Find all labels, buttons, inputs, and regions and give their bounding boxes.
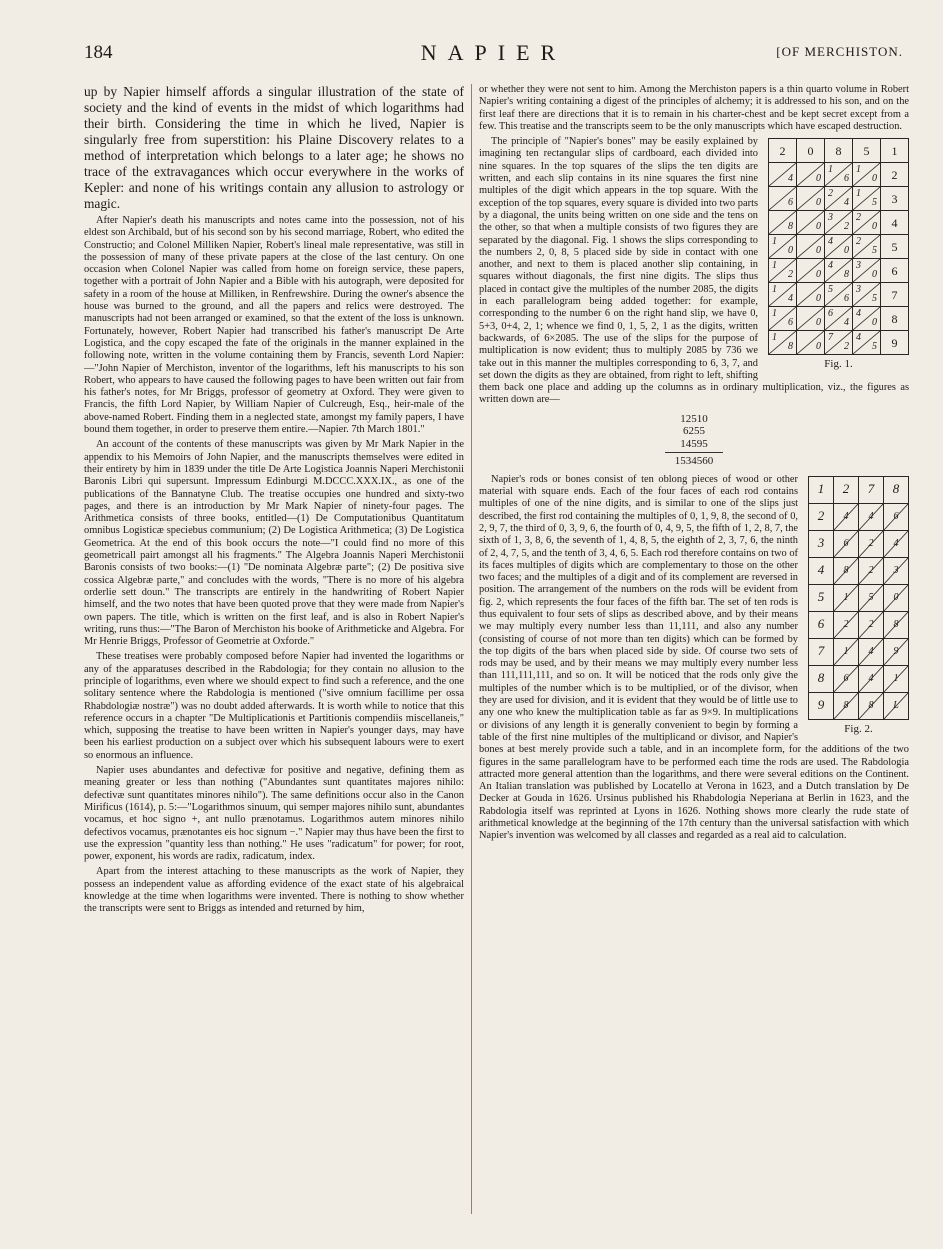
slip-cell — [853, 307, 881, 331]
multiplier-digit: 6 — [881, 259, 909, 283]
slip-top-digit: 1 — [881, 139, 909, 163]
slip-cell — [797, 211, 825, 235]
rod-cell — [859, 503, 884, 530]
slip-cell — [853, 283, 881, 307]
rod-digit: L — [893, 700, 899, 712]
slip-cell — [769, 307, 797, 331]
rod-digit: 1 — [843, 592, 849, 604]
rod-digit: 6 — [893, 511, 899, 523]
paragraph: These treatises were probably composed before Napier had invented the logarithms or any of the apparatuses described in the Rabdologia; for they contain no allusion to the principle of logarithms, even where we should expect to find such a reference, and the one solitary sentence where the Rabdologia is mentioned ("sive omnium facillime per ossa Rhabdologiæ nostræ") was no doubt added afterwards. It is worth while to notice that this reference occurs in a chapter "De Multiplicationis et Partitionis compendiis miscellaneis," which, supposing the treatise to have been written in Napier's younger days, may have been his earliest production on a subject over which his subsequent labours were to exert so enormous an influence. — [84, 651, 464, 761]
page-number: 184 — [84, 42, 113, 63]
tens-digit: 1 — [772, 284, 777, 296]
rod-cell — [809, 638, 834, 665]
rod-digit: 2 — [817, 508, 825, 524]
slip-cell — [797, 163, 825, 187]
slip-cell — [797, 307, 825, 331]
slip-cell — [825, 235, 853, 259]
figure-caption: Fig. 1. — [824, 358, 853, 371]
units-digit: 6 — [788, 196, 793, 208]
rod-digit: 8 — [868, 700, 874, 712]
rod-digit: 4 — [868, 511, 874, 523]
rod-cell — [834, 476, 859, 503]
tens-digit: 1 — [772, 308, 777, 320]
page-title: NAPIER — [420, 40, 567, 65]
rod-digit: 2 — [842, 481, 850, 497]
mult-line: 6255 — [683, 425, 705, 438]
tens-digit: 4 — [828, 236, 833, 248]
units-digit: 0 — [816, 292, 821, 304]
units-digit: 0 — [816, 172, 821, 184]
rod-cell — [834, 611, 859, 638]
right-column — [479, 84, 909, 846]
units-digit: 2 — [844, 340, 849, 352]
rod-digit: 8 — [843, 700, 849, 712]
multiplication-figures — [479, 413, 909, 468]
tens-digit: 4 — [856, 308, 861, 320]
rod-digit: 5 — [817, 589, 825, 605]
tens-digit: 1 — [856, 164, 861, 176]
units-digit: 6 — [844, 172, 849, 184]
rod-cell — [834, 584, 859, 611]
rod-digit: 2 — [868, 619, 874, 631]
units-digit: 5 — [872, 196, 877, 208]
units-digit: 8 — [788, 220, 793, 232]
slip-cell — [769, 283, 797, 307]
rod-cell — [884, 638, 909, 665]
slip-cell — [769, 211, 797, 235]
slip-top-digit: 2 — [769, 139, 797, 163]
paragraph: An account of the contents of these manuscripts was given by Mr Mark Napier in the appendix to his Memoirs of John Napier, and the manuscripts themselves were edited in their entirety by him in 1839 under the title De Arte Logistica Joannis Naperi Merchistonii Baronis Libri qui supersunt. Impressum Edinburgi M.DCCC.XXX.IX., as one of the publications of the Bannatyne Club. The treatise occupies one hundred and sixty-two pages, and there is an introduction by Mr Mark Napier of ninety-four pages. The Arithmetica consists of three books, entitled—(1) De Computationibus Quantitatum omnibus Logisticæ speciebus communium; (2) De Logistica Arithmetica; (3) De Logistica Geometrica. At the end of this book occurs the note—"I could find no more of this geometricall pairt amongst all his fragments." The Algebra Joannis Naperi Merchistonii Baronis consists of two books:—(1) "De nominata Algebræ parte"; (2) De positiva sive cossica Algebræ parte," and concludes with the words, "There is no more of his algebra orderlie sett doun." The transcripts are entirely in the handwriting of Robert Napier himself, and the two notes that have been quoted prove that they were made from Napier's own papers. The title, which is written on the first leaf, and is also in Robert Napier's writing, runs thus:—"The Baron of Merchiston his booke of Arithmeticke and Algebra. For Mr Henrie Briggs, Professor of Geometrie at Oxforde." — [84, 439, 464, 648]
tens-digit: 2 — [828, 188, 833, 200]
rod-digit: 4 — [893, 538, 899, 550]
rod-cell — [859, 638, 884, 665]
figure-1 — [768, 138, 909, 370]
rod-digit: 2 — [843, 619, 849, 631]
units-digit: 4 — [788, 172, 793, 184]
units-digit: 0 — [816, 316, 821, 328]
rod-cell — [884, 530, 909, 557]
rod-cell — [834, 665, 859, 692]
rod-digit: 4 — [817, 562, 825, 578]
units-digit: 0 — [872, 316, 877, 328]
paragraph: Apart from the interest attaching to these manuscripts as the work of Napier, they possess an independent value as affording evidence of the exact state of his algebraical knowledge at the time when logarithms were invented. There is nothing to show whether the transcripts were sent to Briggs as intended and returned by him, — [84, 866, 464, 915]
slip-cell — [797, 235, 825, 259]
tens-digit: 1 — [828, 164, 833, 176]
rod-digit: 2 — [868, 565, 874, 577]
rod-cell — [859, 611, 884, 638]
multiplier-digit: 4 — [881, 211, 909, 235]
paragraph: Napier's rods or bones consist of ten oblong pieces of wood or other material with square ends. Each of the four faces of each rod contains multiples of one of the nine digits, and is similar to one of the slips just described, the first rod containing the multiples of 0, 1, 9, 8, the second of 0, 2, 9, 7, the third of 0, 3, 9, 6, the fourth of 0, 4, 9, 5, the fifth of 1, 2, 8, 7, the sixth of 1, 3, 8, 6, the seventh of 1, 4, 8, 5, the eighth of 2, 3, 7, 6, the ninth of 2, 4, 7, 5, and the tenth of 3, 4, 6, 5. Each rod therefore contains on two of its faces multiples of digits which are complementary to those on the other two faces; and the multiples of a digit and of its complement are reversed in position. The arrangement of the numbers on the rods will be evident from fig. 2, which represents the four faces of the fifth bar. The set of ten rods is thus equivalent to four sets of slips as described above, and by their means we may multiply every number less than 11,111, and also any number (consisting of course of not more than ten digits) which can be formed by the top digits of the bars when placed side by side. Of course two sets of rods may be used, and by their means we may multiply every number less than 111,111,111, and so on. It will be noticed that the rods only give the multiples of the number which is to be multiplied, or of the divisor, when they are used for division, and it is evident that they would be of little use to any one who knew the multiplication table as far as 9×9. In multiplications or divisions of any length it is generally convenient to begin by forming a table of the first nine multiples of the multiplicand or divisor, and Napier's bones at best merely provide such a table, and in an incomplete form, for the additions of the two figures in the same parallelogram have to be performed each time the rods are used. The Rabdologia attracted more general attention than the logarithms, and there were several editions on the Continent. An Italian translation was published by Locatello at Verona in 1623, and a Dutch translation by De Decker at Gouda in 1626. Ursinus published his Rhabdologia Neperiana at Berlin in 1623, and the Rabdologia itself was reprinted at Lyons in 1626. Nothing shows more clearly the rude state of arithmetical knowledge at the beginning of the 17th century than the universal satisfaction with which Napier's invention was welcomed by all classes and regarded as a real aid to calculation. — [479, 473, 909, 842]
rod-cell — [834, 530, 859, 557]
rod-digit: 0 — [893, 592, 899, 604]
left-column — [84, 84, 464, 919]
units-digit: 0 — [872, 220, 877, 232]
units-digit: 4 — [844, 196, 849, 208]
rod-digit: 6 — [843, 538, 849, 550]
slip-cell — [797, 283, 825, 307]
tens-digit: 3 — [856, 284, 861, 296]
rod-digit: 1 — [893, 673, 899, 685]
units-digit: 0 — [816, 244, 821, 256]
napier-slips-table — [768, 138, 909, 355]
rod-digit: 8 — [817, 670, 825, 686]
slip-cell — [769, 259, 797, 283]
units-digit: 8 — [788, 340, 793, 352]
rod-cell — [809, 557, 834, 584]
tens-digit: 2 — [856, 236, 861, 248]
rod-digit: 8 — [892, 481, 900, 497]
units-digit: 5 — [872, 292, 877, 304]
rod-digit: 4 — [843, 511, 849, 523]
units-digit: 2 — [788, 268, 793, 280]
slip-cell — [769, 163, 797, 187]
slip-cell — [825, 163, 853, 187]
slip-cell — [825, 283, 853, 307]
multiplier-digit: 8 — [881, 307, 909, 331]
rod-digit: 3 — [893, 565, 899, 577]
multiplier-digit: 5 — [881, 235, 909, 259]
rod-cell — [859, 692, 884, 719]
rod-digit: 6 — [843, 673, 849, 685]
units-digit: 0 — [844, 244, 849, 256]
rod-cell — [809, 584, 834, 611]
slip-top-digit: 5 — [853, 139, 881, 163]
units-digit: 6 — [788, 316, 793, 328]
slip-top-digit: 0 — [797, 139, 825, 163]
section-marker: [OF MERCHISTON. — [776, 44, 903, 59]
tens-digit: 3 — [828, 212, 833, 224]
rod-digit: 7 — [817, 643, 825, 659]
tens-digit: 1 — [772, 260, 777, 272]
slip-cell — [853, 259, 881, 283]
rod-cell — [834, 692, 859, 719]
slip-cell — [825, 187, 853, 211]
slip-cell — [797, 259, 825, 283]
rod-cell — [884, 557, 909, 584]
rod-cell — [884, 503, 909, 530]
paragraph: After Napier's death his manuscripts and notes came into the possession, not of his eldest son Archibald, but of his second son by his second marriage, Robert, who edited the Constructio; and Colonel Milliken Napier, Robert's lineal male representative, was still in the possession of many of these private papers at the close of the last century. On one occasion when Colonel Napier was called from home on foreign service, these papers, together with a portrait of John Napier and a Bible with his autograph, were deposited for safety in a room of the house at Milliken, in Renfrewshire. During the owner's absence the house was burned to the ground, and all the papers and relics were destroyed. The manuscripts had not been arranged or examined, so that the extent of the loss is unknown. Fortunately, however, Robert Napier had transcribed his father's manuscript De Arte Logistica, and the copy escaped the fate of the originals in the manner explained in the following note, written in the volume containing them by Francis, seventh Lord Napier:—"John Napier of Merchiston, inventor of the logarithms, left his manuscripts to his son Robert, who appears to have caused the following pages to have been written out fair from his father's notes, for Mr Briggs, professor of geometry at Oxford. They were given to Francis, the fifth Lord Napier, by William Napier of Culcreugh, Esq., heir-male of the above-named Robert. Finding them in a neglected state, amongst my family papers, I have bound them together, in order to preserve them entire.—Napier. 7th March 1801." — [84, 215, 464, 436]
slip-cell — [853, 235, 881, 259]
rod-digit: 4 — [868, 673, 874, 685]
units-digit: 8 — [844, 268, 849, 280]
slip-cell — [825, 211, 853, 235]
rod-cell — [884, 476, 909, 503]
rod-cell — [884, 584, 909, 611]
units-digit: 0 — [788, 244, 793, 256]
rod-cell — [884, 692, 909, 719]
paragraph: Napier uses abundantes and defectivæ for positive and negative, defining them as meaning greater or less than nothing ("Abundantes sunt quantitates majores nihilo: defectivæ sunt quantitates minores nihilo"). The same definitions occur also in the Canon Mirificus (1614), p. 5:—"Logarithmos sinuum, qui semper majores nihilo sunt, abundantes vocamus, et hoc signo +, ant nullo prænotamus. Logarithmos autem minores nihilo defectivos vocamus, prænotantes eis hoc signum −." Napier may thus have been the first to use the expression "quantity less than nothing." He uses "radicatum" for power; for root, power, exponent, his words are radix, radicatum, index. — [84, 765, 464, 863]
rod-cell — [809, 503, 834, 530]
running-header — [84, 42, 903, 72]
slip-cell — [825, 331, 853, 355]
rod-digit: 3 — [817, 535, 825, 551]
paragraph: The principle of "Napier's bones" may be easily explained by imagining ten rectangular slips of cardboard, each divided into nine squares. In the top squares of the slips the ten digits are written, and each slip contains in its nine squares the first nine multiples of the digit which appears in the top square. With the exception of the top squares, every square is divided into two parts by a diagonal, the units being written on one side and the tens on the other, so that when a multiple consists of two figures they are separated by the diagonal. Fig. 1 shows the slips corresponding to the numbers 2, 0, 8, 5 placed side by side in contact with one another, and next to them is placed another slip containing, in squares without diagonals, the first nine digits. The slips thus placed in contact give the multiples of the number 2085, the digits in each parallelogram being added together: for example, corresponding to the number 6 on the right hand slip, we have 0, 5+3, 0+4, 2, 1; whence we find 0, 1, 5, 2, 1 as the digits, written backwards, of 6×2085. The use of the slips for the purpose of multiplication is now evident; thus to multiply 2085 by 736 we take out in this manner the multiples corresponding to 6, 3, 7, and set down the digits as they are obtained, from right to left, shifting them back one place and adding up the columns as in ordinary multiplication, viz., the figures as written down are— — [479, 136, 909, 406]
napier-rod-faces — [808, 476, 909, 720]
tens-digit: 4 — [856, 332, 861, 344]
paragraph: up by Napier himself affords a singular illustration of the state of society and the kind of events in the midst of which logarithms had their birth. Considering the time in which he lived, Napier is singularly free from superstition: his Plaine Discovery relates to a method of interpretation which belongs to a later age; he shows no trace of the extravagances which occur everywhere in the works of Kepler: and none of his writings contain any allusion to astrology or magic. — [84, 84, 464, 211]
units-digit: 0 — [816, 340, 821, 352]
slip-cell — [853, 331, 881, 355]
rod-cell — [834, 638, 859, 665]
rod-digit: 5 — [868, 592, 874, 604]
rod-cell — [809, 476, 834, 503]
column-divider — [471, 84, 472, 1214]
slip-top-digit: 8 — [825, 139, 853, 163]
rod-digit: 2 — [868, 538, 874, 550]
slip-cell — [769, 331, 797, 355]
tens-digit: 1 — [772, 332, 777, 344]
multiplier-digit: 2 — [881, 163, 909, 187]
units-digit: 6 — [844, 292, 849, 304]
figure-caption: Fig. 2. — [844, 722, 873, 735]
slip-cell — [797, 331, 825, 355]
rod-cell — [859, 530, 884, 557]
tens-digit: 7 — [828, 332, 833, 344]
slip-cell — [769, 187, 797, 211]
multiplier-digit: 9 — [881, 331, 909, 355]
units-digit: 5 — [872, 340, 877, 352]
slip-cell — [825, 307, 853, 331]
units-digit: 4 — [844, 316, 849, 328]
rod-cell — [859, 557, 884, 584]
tens-digit: 1 — [856, 188, 861, 200]
mult-line: 14595 — [680, 437, 708, 450]
rod-cell — [859, 476, 884, 503]
tens-digit: 2 — [856, 212, 861, 224]
rod-digit: 4 — [868, 646, 874, 658]
units-digit: 4 — [788, 292, 793, 304]
rod-cell — [809, 692, 834, 719]
rod-digit: 1 — [843, 646, 849, 658]
paragraph: or whether they were not sent to him. Among the Merchiston papers is a thin quarto volume in Robert Napier's writing containing a digest of the principles of alchemy; it is addressed to his son, and on the first leaf there are directions that it is to remain in his charter-chest and be kept secret except from a few. This treatise and the transcripts seem to be the only manuscripts which have escaped destruction. — [479, 84, 909, 132]
rod-digit: 8 — [893, 619, 899, 631]
rod-cell — [884, 611, 909, 638]
units-digit: 0 — [872, 172, 877, 184]
rod-digit: 7 — [867, 481, 875, 497]
tens-digit: 4 — [828, 260, 833, 272]
sum-rule — [665, 452, 723, 453]
mult-line: 12510 — [680, 412, 708, 425]
slip-cell — [825, 259, 853, 283]
slip-cell — [797, 187, 825, 211]
units-digit: 5 — [872, 244, 877, 256]
rod-cell — [884, 665, 909, 692]
tens-digit: 5 — [828, 284, 833, 296]
rod-digit: 6 — [817, 616, 825, 632]
rod-cell — [834, 503, 859, 530]
tens-digit: 1 — [772, 236, 777, 248]
multiplier-digit: 7 — [881, 283, 909, 307]
rod-cell — [859, 584, 884, 611]
rod-cell — [809, 530, 834, 557]
rod-cell — [809, 611, 834, 638]
slip-cell — [853, 187, 881, 211]
slip-cell — [769, 235, 797, 259]
figure-2 — [808, 476, 909, 735]
units-digit: 0 — [816, 220, 821, 232]
tens-digit: 3 — [856, 260, 861, 272]
rod-digit: 1 — [817, 481, 825, 497]
rod-cell — [859, 665, 884, 692]
tens-digit: 6 — [828, 308, 833, 320]
rod-cell — [834, 557, 859, 584]
units-digit: 0 — [816, 196, 821, 208]
rod-digit: 9 — [893, 646, 899, 658]
units-digit: 2 — [844, 220, 849, 232]
units-digit: 0 — [816, 268, 821, 280]
mult-line: 1534560 — [674, 455, 714, 468]
rod-cell — [809, 665, 834, 692]
slip-cell — [853, 211, 881, 235]
multiplier-digit: 3 — [881, 187, 909, 211]
slip-cell — [853, 163, 881, 187]
rod-digit: 9 — [817, 697, 825, 713]
units-digit: 0 — [872, 268, 877, 280]
rod-digit: 8 — [843, 565, 849, 577]
